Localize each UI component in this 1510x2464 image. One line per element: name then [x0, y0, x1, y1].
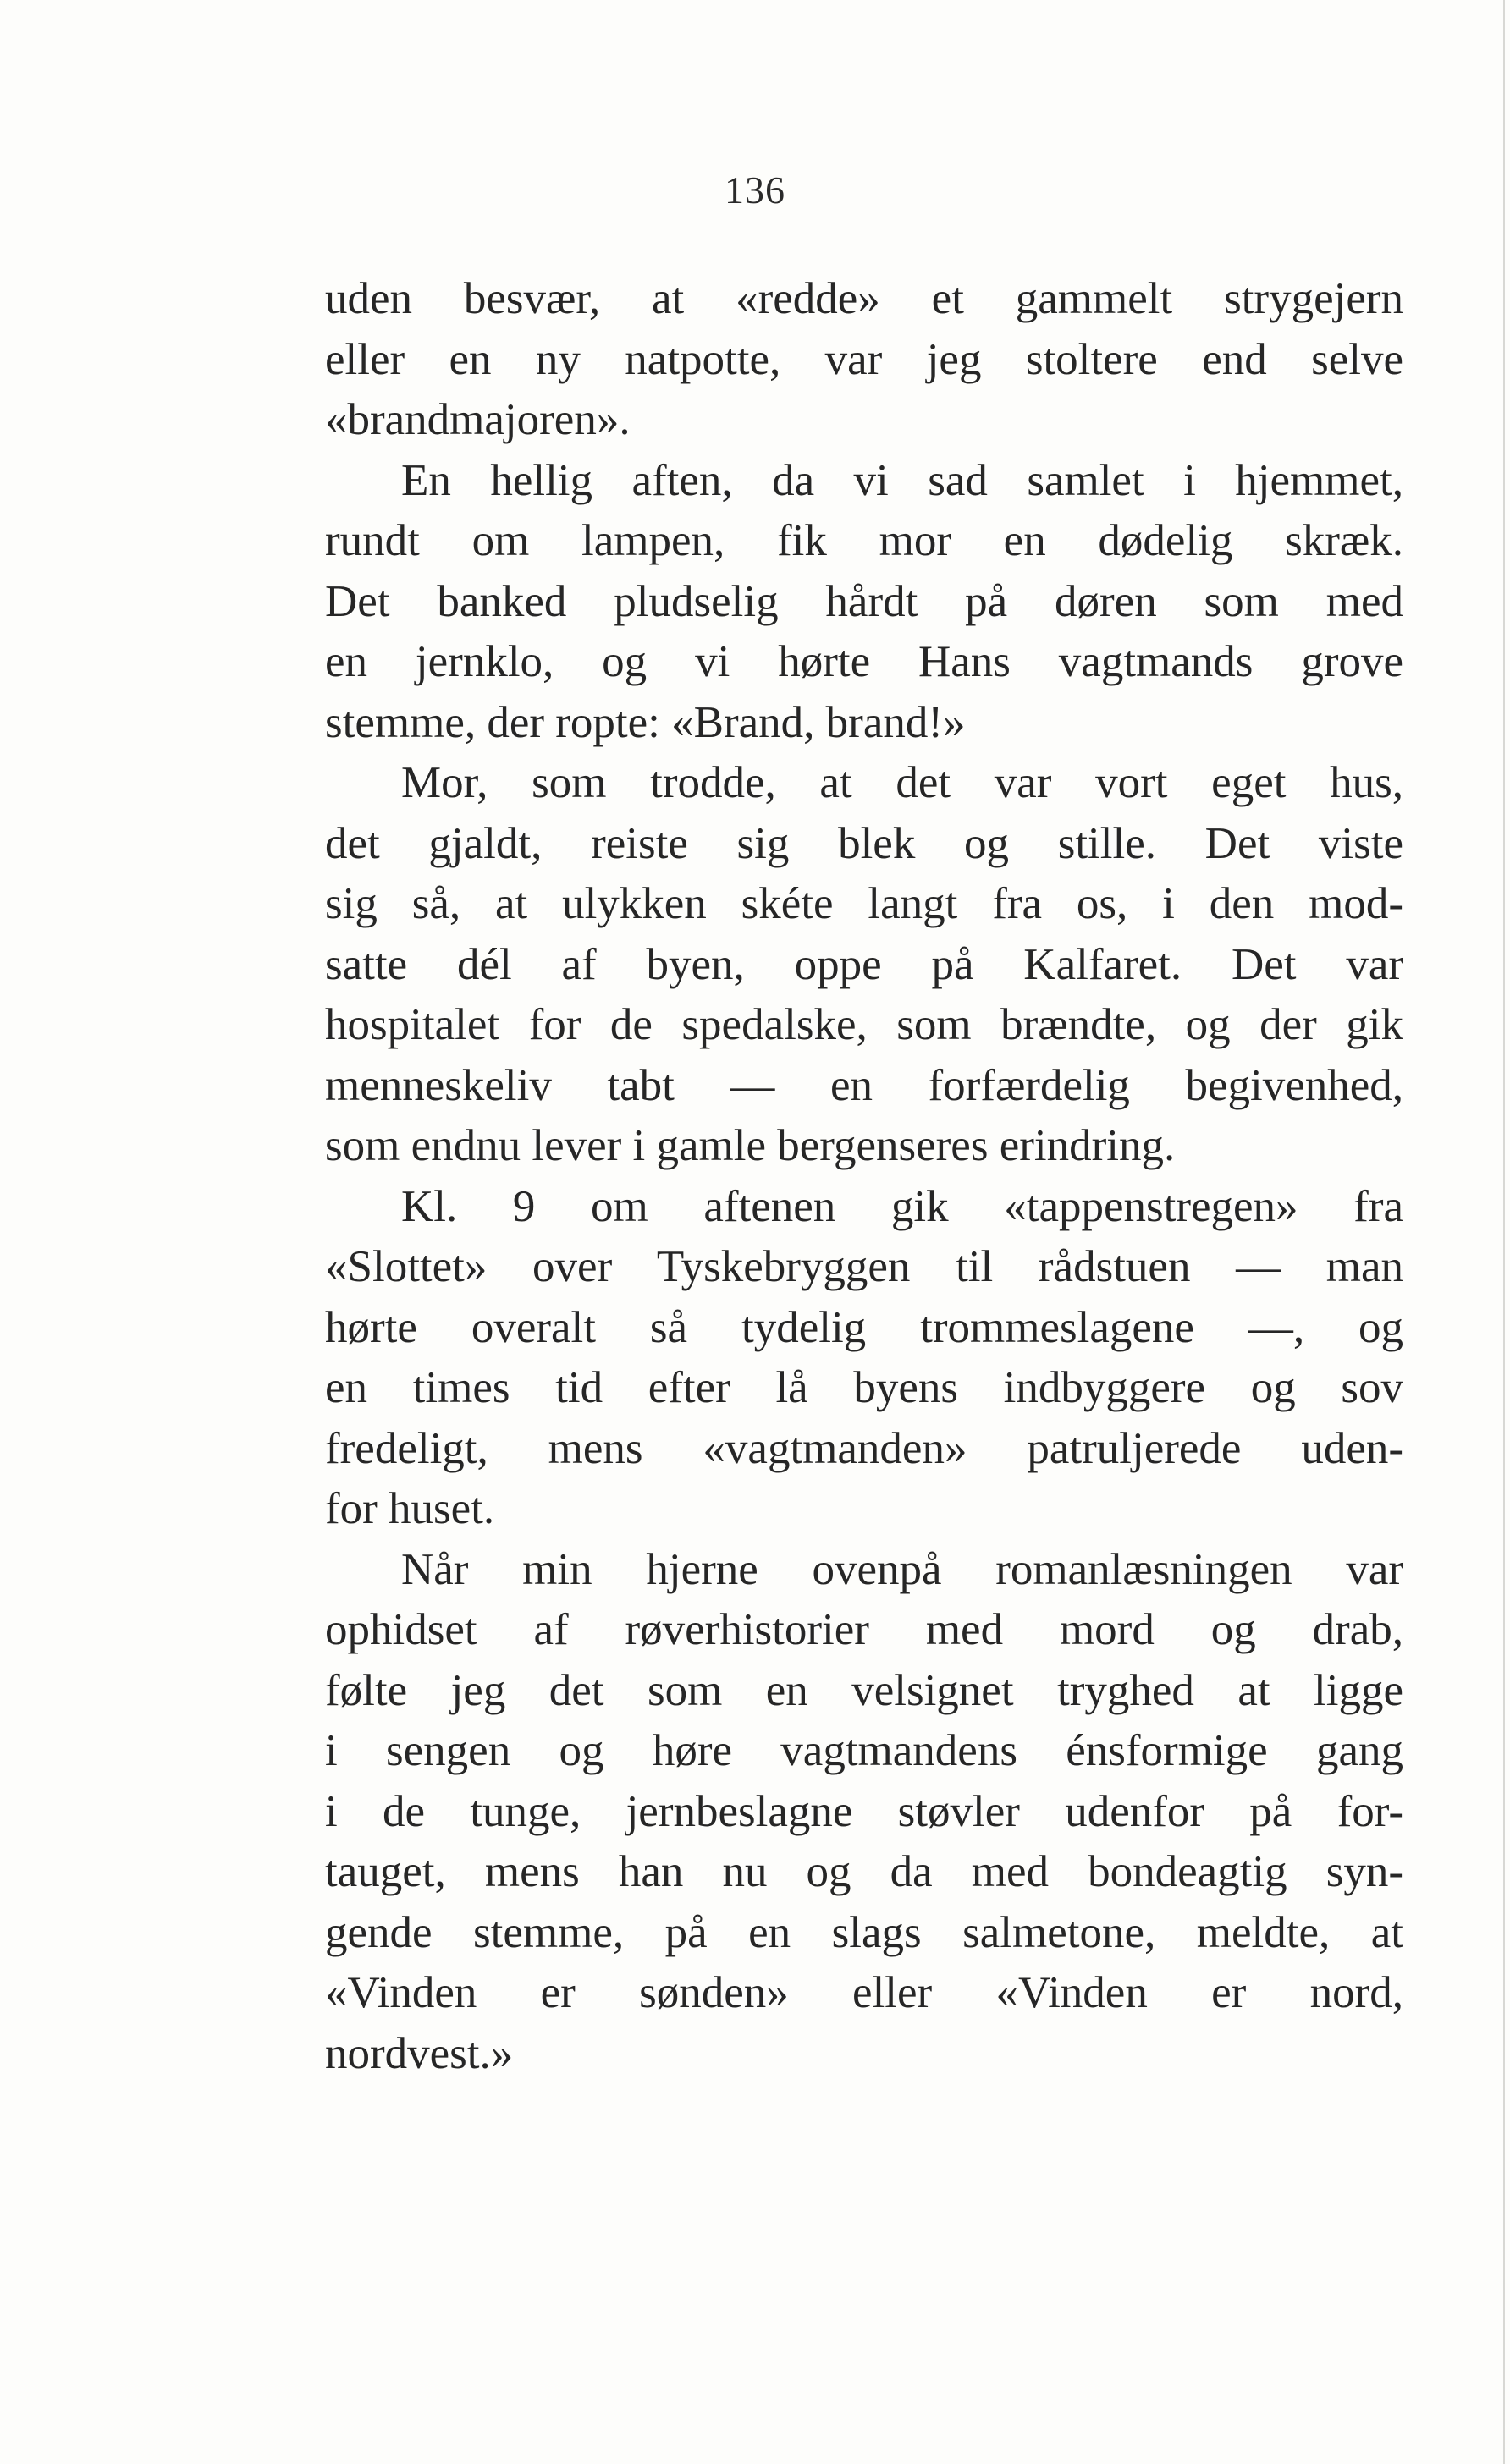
text-line: en jernklo, og vi hørte Hans vagtmands grove [325, 637, 1403, 686]
text-line: i de tunge, jernbeslagne støvler udenfor på for- [325, 1786, 1403, 1836]
text-line: hørte overalt så tydelig trommeslagene —, og [325, 1302, 1403, 1352]
text-line: menneskeliv tabt — en forfærdelig begivenhed, [325, 1060, 1403, 1110]
text-line: «brandmajoren». [325, 395, 631, 444]
text-line: en times tid efter lå byens indbyggere og sov [325, 1363, 1403, 1412]
text-line: Kl. 9 om aftenen gik «tappenstregen» fra [401, 1181, 1403, 1231]
text-line: ophidset af røverhistorier med mord og drab, [325, 1605, 1403, 1654]
text-line: uden besvær, at «redde» et gammelt strygejern [325, 274, 1403, 323]
text-line: satte dél af byen, oppe på Kalfaret. Det var [325, 939, 1403, 989]
text-line: stemme, der ropte: «Brand, brand!» [325, 697, 966, 747]
page-number: 136 [725, 168, 785, 212]
body-text [325, 269, 1403, 2084]
text-line: Når min hjerne ovenpå romanlæsningen var [401, 1544, 1403, 1594]
text-line: i sengen og høre vagtmandens énsformige gang [325, 1726, 1403, 1775]
text-line: Det banked pludselig hårdt på døren som med [325, 576, 1403, 626]
text-line: Mor, som trodde, at det var vort eget hus, [401, 758, 1403, 807]
text-line: eller en ny natpotte, var jeg stoltere end selve [325, 334, 1403, 384]
text-line: nordvest.» [325, 2028, 514, 2078]
text-line: fredeligt, mens «vagtmanden» patruljerede uden- [325, 1423, 1403, 1473]
text-line: følte jeg det som en velsignet tryghed at ligge [325, 1665, 1403, 1715]
text-line: for huset. [325, 1484, 495, 1533]
text-line: gende stemme, på en slags salmetone, meldte, at [325, 1907, 1403, 1957]
text-line: «Slottet» over Tyskebryggen til rådstuen — man [325, 1242, 1403, 1291]
text-line: sig så, at ulykken skéte langt fra os, i den mod- [325, 879, 1403, 928]
text-line: «Vinden er sønden» eller «Vinden er nord, [325, 1968, 1403, 2017]
text-line: tauget, mens han nu og da med bondeagtig syn- [325, 1847, 1403, 1896]
page-edge [1503, 0, 1505, 2464]
text-line: som endnu lever i gamle bergenseres erindring. [325, 1121, 1176, 1170]
text-line: En hellig aften, da vi sad samlet i hjemmet, [401, 455, 1403, 505]
text-line: det gjaldt, reiste sig blek og stille. Det viste [325, 818, 1403, 868]
text-line: rundt om lampen, fik mor en dødelig skræk. [325, 516, 1403, 565]
text-line: hospitalet for de spedalske, som brændte, og der gik [325, 1000, 1403, 1049]
